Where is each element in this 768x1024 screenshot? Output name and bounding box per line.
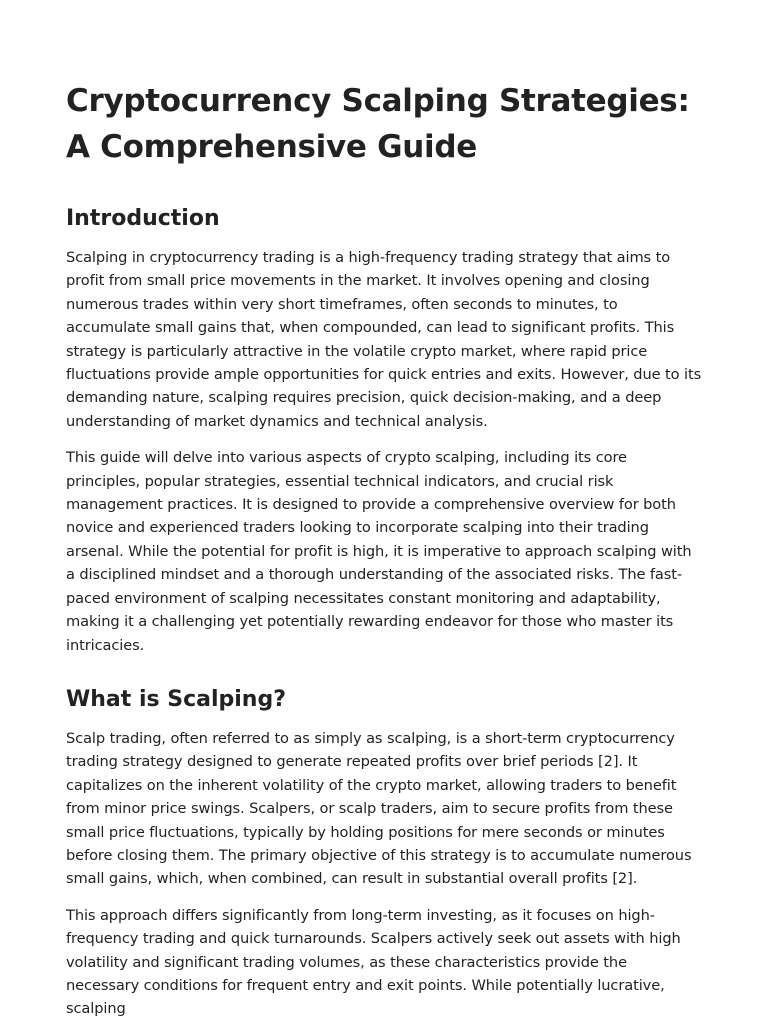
scalping-paragraph-1: Scalp trading, often referred to as simply as scalping, is a short-term cryptocurrency trading strategy designed to generate repeated profits over brief periods [2]. It capitalizes on the inherent volatility of the crypto market, allowing traders to benefit from minor price swings. Scalpers, or scalp traders, aim to secure profits from these small price fluctuations, typically by holding positions for mere seconds or minutes before closing them. The primary objective of this strategy is to accumulate numerous small gains, which, when combined, can result in substantial overall profits [2]. [66,729,692,888]
document-title: Cryptocurrency Scalping Strategies: A Comprehensive Guide [66,83,690,165]
section-heading-introduction: Introduction [66,206,220,231]
intro-paragraph-2: This guide will delve into various aspects of crypto scalping, including its core principles, popular strategies, essential technical indicators, and crucial risk management practices. It is designed to provide a comprehensive overview for both novice and experienced traders looking to incorporate scalping into their trading arsenal. While the potential for profit is high, it is imperative to approach scalping with a disciplined mindset and a thorough understanding of the associated risks. The fast-paced environment of scalping necessitates constant monitoring and adaptability, making it a challenging yet potentially rewarding endeavor for those who master its intricacies. [66,449,692,654]
section-heading-what-is-scalping: What is Scalping? [66,686,286,712]
scalping-paragraph-2: This approach differs significantly from long-term investing, as it focuses on high-frequency trading and quick turnarounds. Scalpers actively seek out assets with high volatility and significant trading volumes, as these characteristics provide the necessary conditions for frequent entry and exit points. While potentially lucrative, scalping [66,906,681,1018]
section-introduction [66,203,704,657]
section-what-is-scalping [66,684,704,1021]
intro-paragraph-1: Scalping in cryptocurrency trading is a high-frequency trading strategy that aims to profit from small price movements in the market. It involves opening and closing numerous trades within very short timeframes, often seconds to minutes, to accumulate small gains that, when compounded, can lead to significant profits. This strategy is particularly attractive in the volatile crypto market, where rapid price fluctuations provide ample opportunities for quick entries and exits. However, due to its demanding nature, scalping requires precision, quick decision-making, and a deep understanding of market dynamics and technical analysis. [66,249,702,430]
